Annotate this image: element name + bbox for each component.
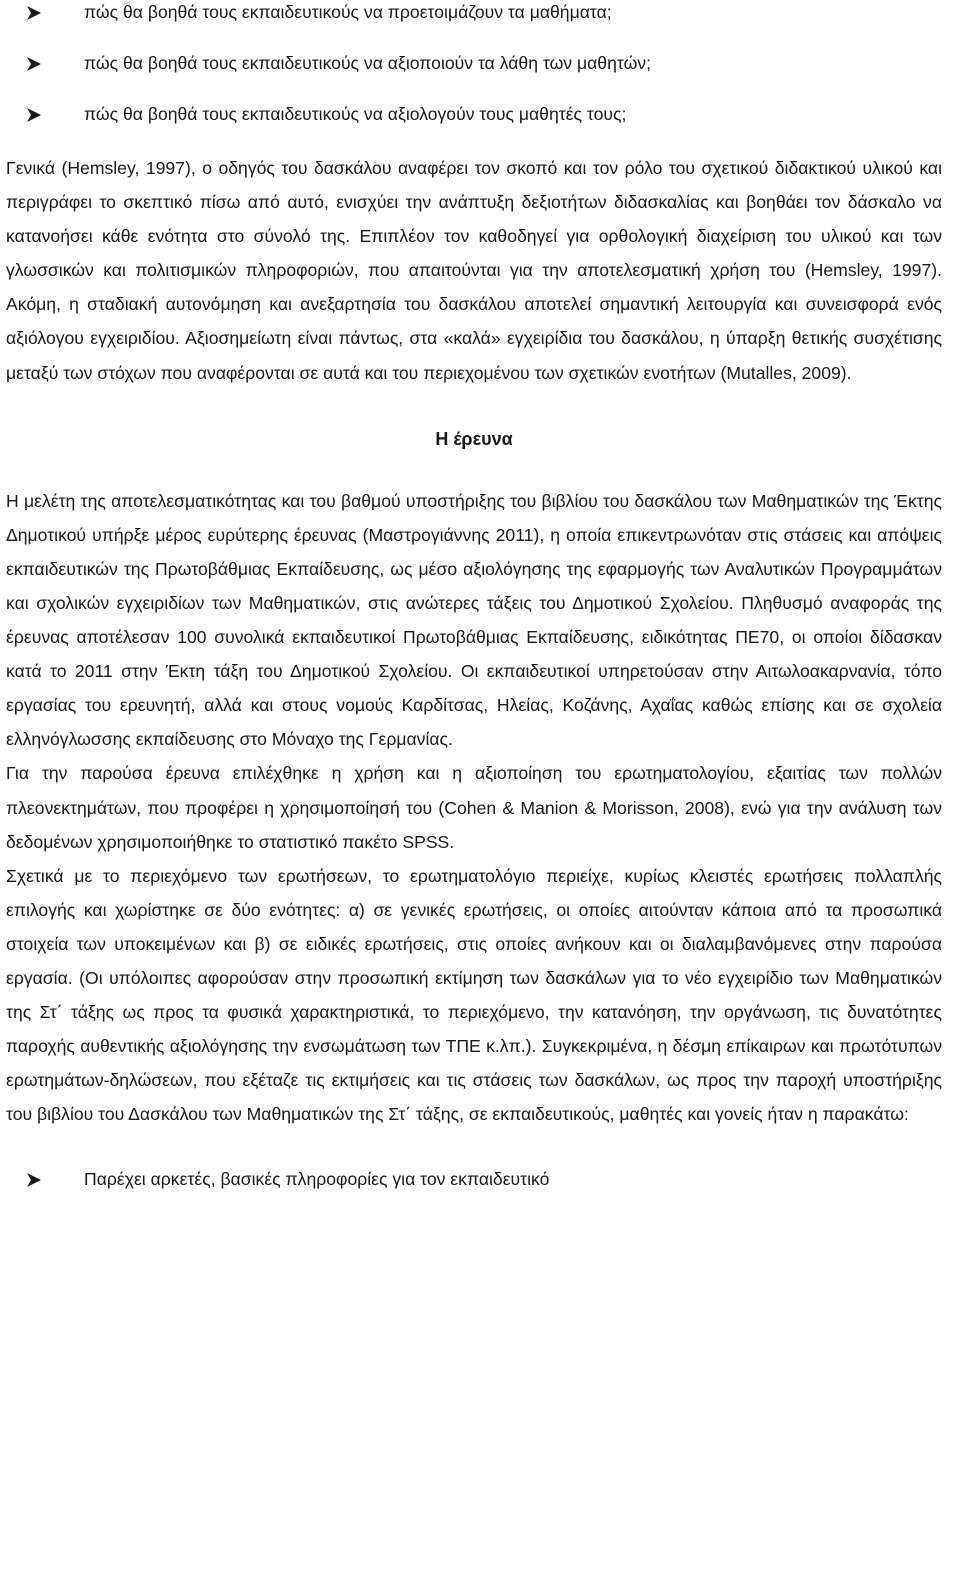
arrowhead-bullet-icon — [26, 0, 42, 27]
questions-paragraph: Σχετικά με το περιεχόμενο των ερωτήσεων, το ερωτηματολόγιο περιείχε, κυρίως κλειστές ερωτήσεις πολλαπλής επιλογής και χωρίστηκε σε δύο ενότητες: α) σε γενικές ερωτήσεις, οι οποίες αιτούνταν κάποια από τα προσωπικά στοιχεία των υποκειμένων και β) σε ειδικές ερωτήσεις, στις οποίες ανήκουν και οι διαλαμβανόμενες στην παρούσα εργασία. (Οι υπόλοιπες αφορούσαν στην προσωπική εκτίμηση των δασκάλων για το νέο εγχειρίδιο των Μαθηματικών της Στ΄ τάξης ως προς τα φυσικά χαρακτηριστικά, το περιεχόμενο, την κατανόηση, την οργάνωση, τις δυνατότητες παροχής αυθεντικής αξιολόγησης την ενσωμάτωση των ΤΠΕ κ.λπ.). Συγκεκριμένα, η δέσμη επίκαιρων και πρωτότυπων ερωτημάτων-δηλώσεων, που εξέταζε τις εκτιμήσεις και τις στάσεις των δασκάλων, ως προς την παροχή υποστήριξης του βιβλίου του Δασκάλου των Μαθηματικών της Στ΄ τάξης, σε εκπαιδευτικούς, μαθητές και γονείς ήταν η παρακάτω: — [6, 865, 942, 1125]
arrowhead-bullet-icon — [26, 100, 42, 129]
arrowhead-bullet-icon — [26, 1165, 42, 1194]
section-heading: Η έρευνα — [435, 428, 513, 449]
question-bullet-list — [6, 0, 942, 129]
list-item — [6, 1165, 942, 1194]
document-page — [6, 0, 942, 1194]
method-paragraph: Για την παρούσα έρευνα επιλέχθηκε η χρήση και η αξιοποίηση του ερωτηματολογίου, εξαιτίας των πολλών πλεονεκτημάτων, που προφέρει η χρησιμοποίησή του (Cohen & Manion & Morisson, 2008), ενώ για την ανάλυση των δεδομένων χρησιμοποιήθηκε το στατιστικό πακέτο SPSS. — [6, 763, 942, 852]
statement-bullet-list — [6, 1165, 942, 1194]
list-item-text: πώς θα βοηθά τους εκπαιδευτικούς να προετοιμάζουν τα μαθήματα; — [84, 2, 612, 22]
list-item — [6, 49, 942, 78]
arrowhead-bullet-icon — [26, 49, 42, 78]
list-item-text: πώς θα βοηθά τους εκπαιδευτικούς να αξιολογούν τους μαθητές τους; — [84, 104, 627, 124]
research-paragraph: Η μελέτη της αποτελεσματικότητας και του βαθμού υποστήριξης του βιβλίου του δασκάλου των Μαθηματικών της Έκτης Δημοτικού υπήρξε μέρος ευρύτερης έρευνας (Μαστρογιάννης 2011), η οποία επικεντρωνόταν στις στάσεις και απόψεις εκπαιδευτικών της Πρωτοβάθμιας Εκπαίδευσης, ως μέσο αξιολόγησης της εφαρμογής των Αναλυτικών Προγραμμάτων και σχολικών εγχειριδίων των Μαθηματικών, στις ανώτερες τάξεις του Δημοτικού Σχολείου. Πληθυσμό αναφοράς της έρευνας αποτέλεσαν 100 συνολικά εκπαιδευτικοί Πρωτοβάθμιας Εκπαίδευσης, ειδικότητας ΠΕ70, οι οποίοι δίδασκαν κατά το 2011 στην Έκτη τάξη του Δημοτικού Σχολείου. Οι εκπαιδευτικοί υπηρετούσαν στην Αιτωλοακαρνανία, τόπο εργασίας του ερευνητή, αλλά και στους νομούς Καρδίτσας, Ηλείας, Κοζάνης, Αχαΐας καθώς επίσης και σε σχολεία ελληνόγλωσσης εκπαίδευσης στο Μόναχο της Γερμανίας. — [6, 490, 942, 750]
list-item-text: Παρέχει αρκετές, βασικές πληροφορίες για τον εκπαιδευτικό — [84, 1169, 550, 1190]
intro-paragraph: Γενικά (Hemsley, 1997), ο οδηγός του δασκάλου αναφέρει τον σκοπό και τον ρόλο του σχετικού διδακτικού υλικού και περιγράφει το σκεπτικό πίσω από αυτό, ενισχύει την ανάπτυξη δεξιοτήτων διδασκαλίας και βοηθάει τον δάσκαλο να κατανοήσει κάθε ενότητα στο σύνολό της. Επιπλέον τον καθοδηγεί για ορθολογική διαχείριση του υλικού και των γλωσσικών και πολιτισμικών πληροφοριών, που απαιτούνται για την αποτελεσματική χρήση του (Hemsley, 1997). Ακόμη, η σταδιακή αυτονόμηση και ανεξαρτησία του δασκάλου αποτελεί σημαντική λειτουργία και συνεισφορά ενός αξιόλογου εγχειριδίου. Αξιοσημείωτη είναι πάντως, στα «καλά» εγχειρίδια του δασκάλου, η ύπαρξη θετικής συσχέτισης μεταξύ των στόχων που αναφέρονται σε αυτά και του περιεχομένου των σχετικών ενοτήτων (Mutalles, 2009). — [6, 158, 942, 383]
list-item — [6, 100, 942, 129]
list-item — [6, 0, 942, 27]
list-item-text: πώς θα βοηθά τους εκπαιδευτικούς να αξιοποιούν τα λάθη των μαθητών; — [84, 53, 651, 73]
